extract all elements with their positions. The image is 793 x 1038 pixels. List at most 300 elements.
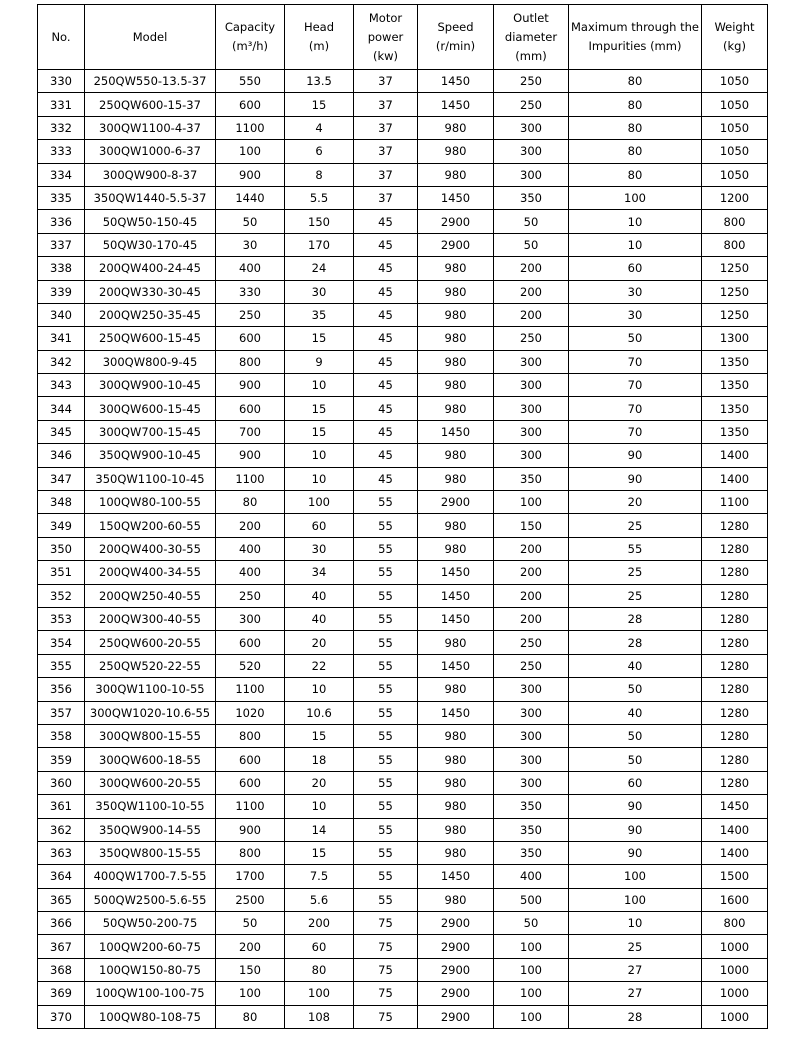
header-capacity-line: (m³/h) bbox=[232, 39, 268, 53]
cell-speed: 980 bbox=[418, 444, 494, 467]
cell-motor-power: 37 bbox=[354, 116, 418, 139]
cell-motor-power: 75 bbox=[354, 958, 418, 981]
table-row bbox=[38, 607, 768, 630]
cell-outlet-diameter: 250 bbox=[494, 631, 569, 654]
cell-capacity: 1100 bbox=[216, 467, 285, 490]
cell-head: 100 bbox=[285, 982, 354, 1005]
cell-speed: 980 bbox=[418, 771, 494, 794]
cell-speed: 980 bbox=[418, 678, 494, 701]
cell-outlet-diameter: 500 bbox=[494, 888, 569, 911]
cell-head: 100 bbox=[285, 491, 354, 514]
cell-weight: 1050 bbox=[702, 93, 768, 116]
cell-model: 200QW400-34-55 bbox=[85, 561, 216, 584]
cell-weight: 1280 bbox=[702, 607, 768, 630]
cell-model: 300QW1100-4-37 bbox=[85, 116, 216, 139]
cell-capacity: 400 bbox=[216, 561, 285, 584]
cell-capacity: 1100 bbox=[216, 116, 285, 139]
cell-motor-power: 55 bbox=[354, 795, 418, 818]
table-row bbox=[38, 467, 768, 490]
cell-head: 150 bbox=[285, 210, 354, 233]
cell-no: 338 bbox=[38, 257, 85, 280]
cell-capacity: 550 bbox=[216, 70, 285, 93]
cell-capacity: 600 bbox=[216, 397, 285, 420]
cell-head: 6 bbox=[285, 140, 354, 163]
cell-outlet-diameter: 300 bbox=[494, 350, 569, 373]
cell-speed: 980 bbox=[418, 303, 494, 326]
cell-capacity: 150 bbox=[216, 958, 285, 981]
cell-no: 362 bbox=[38, 818, 85, 841]
cell-speed: 980 bbox=[418, 163, 494, 186]
cell-motor-power: 75 bbox=[354, 912, 418, 935]
cell-weight: 1280 bbox=[702, 654, 768, 677]
cell-weight: 1000 bbox=[702, 1005, 768, 1028]
cell-max-impurities: 27 bbox=[569, 958, 702, 981]
cell-capacity: 600 bbox=[216, 631, 285, 654]
cell-max-impurities: 10 bbox=[569, 210, 702, 233]
cell-max-impurities: 100 bbox=[569, 186, 702, 209]
table-row bbox=[38, 537, 768, 560]
header-speed-line: Speed bbox=[437, 20, 474, 34]
cell-weight: 1280 bbox=[702, 561, 768, 584]
cell-speed: 980 bbox=[418, 724, 494, 747]
cell-head: 14 bbox=[285, 818, 354, 841]
cell-model: 150QW200-60-55 bbox=[85, 514, 216, 537]
cell-speed: 2900 bbox=[418, 982, 494, 1005]
cell-model: 200QW330-30-45 bbox=[85, 280, 216, 303]
cell-outlet-diameter: 250 bbox=[494, 654, 569, 677]
cell-capacity: 800 bbox=[216, 841, 285, 864]
cell-speed: 980 bbox=[418, 397, 494, 420]
cell-capacity: 250 bbox=[216, 584, 285, 607]
cell-speed: 980 bbox=[418, 888, 494, 911]
header-max-impurities-line: Maximum through the bbox=[570, 20, 700, 34]
cell-max-impurities: 80 bbox=[569, 93, 702, 116]
header-weight-line: Weight bbox=[714, 20, 755, 34]
table-row bbox=[38, 233, 768, 256]
cell-model: 350QW1100-10-45 bbox=[85, 467, 216, 490]
table-row bbox=[38, 163, 768, 186]
cell-no: 339 bbox=[38, 280, 85, 303]
cell-outlet-diameter: 350 bbox=[494, 818, 569, 841]
cell-capacity: 400 bbox=[216, 257, 285, 280]
cell-outlet-diameter: 100 bbox=[494, 491, 569, 514]
cell-model: 200QW400-30-55 bbox=[85, 537, 216, 560]
cell-no: 357 bbox=[38, 701, 85, 724]
cell-weight: 1350 bbox=[702, 397, 768, 420]
cell-outlet-diameter: 250 bbox=[494, 327, 569, 350]
cell-no: 348 bbox=[38, 491, 85, 514]
cell-capacity: 800 bbox=[216, 350, 285, 373]
cell-speed: 980 bbox=[418, 140, 494, 163]
cell-speed: 2900 bbox=[418, 491, 494, 514]
cell-capacity: 2500 bbox=[216, 888, 285, 911]
cell-weight: 800 bbox=[702, 233, 768, 256]
cell-model: 500QW2500-5.6-55 bbox=[85, 888, 216, 911]
cell-head: 18 bbox=[285, 748, 354, 771]
cell-capacity: 30 bbox=[216, 233, 285, 256]
cell-speed: 1450 bbox=[418, 561, 494, 584]
header-head bbox=[285, 5, 354, 70]
cell-capacity: 900 bbox=[216, 444, 285, 467]
cell-no: 350 bbox=[38, 537, 85, 560]
cell-speed: 980 bbox=[418, 514, 494, 537]
cell-no: 337 bbox=[38, 233, 85, 256]
cell-weight: 1200 bbox=[702, 186, 768, 209]
header-no bbox=[38, 5, 85, 70]
table-row bbox=[38, 210, 768, 233]
cell-no: 365 bbox=[38, 888, 85, 911]
cell-speed: 2900 bbox=[418, 958, 494, 981]
cell-max-impurities: 70 bbox=[569, 350, 702, 373]
header-weight bbox=[702, 5, 768, 70]
header-capacity bbox=[216, 5, 285, 70]
cell-motor-power: 55 bbox=[354, 865, 418, 888]
header-max-impurities bbox=[569, 5, 702, 70]
cell-model: 300QW600-20-55 bbox=[85, 771, 216, 794]
cell-capacity: 600 bbox=[216, 771, 285, 794]
cell-model: 200QW250-40-55 bbox=[85, 584, 216, 607]
cell-head: 40 bbox=[285, 607, 354, 630]
table-row bbox=[38, 654, 768, 677]
cell-head: 35 bbox=[285, 303, 354, 326]
cell-head: 22 bbox=[285, 654, 354, 677]
cell-outlet-diameter: 350 bbox=[494, 186, 569, 209]
cell-model: 200QW250-35-45 bbox=[85, 303, 216, 326]
table-row bbox=[38, 420, 768, 443]
cell-weight: 1100 bbox=[702, 491, 768, 514]
cell-speed: 1450 bbox=[418, 186, 494, 209]
table-row bbox=[38, 93, 768, 116]
header-row bbox=[38, 5, 768, 70]
cell-weight: 1000 bbox=[702, 982, 768, 1005]
table-row bbox=[38, 186, 768, 209]
cell-no: 369 bbox=[38, 982, 85, 1005]
table-row bbox=[38, 491, 768, 514]
cell-weight: 1350 bbox=[702, 374, 768, 397]
cell-motor-power: 37 bbox=[354, 70, 418, 93]
cell-motor-power: 37 bbox=[354, 93, 418, 116]
cell-head: 34 bbox=[285, 561, 354, 584]
header-outlet-diameter-line: diameter bbox=[504, 29, 558, 44]
cell-speed: 2900 bbox=[418, 935, 494, 958]
cell-motor-power: 55 bbox=[354, 654, 418, 677]
cell-head: 7.5 bbox=[285, 865, 354, 888]
cell-model: 250QW600-20-55 bbox=[85, 631, 216, 654]
cell-motor-power: 55 bbox=[354, 724, 418, 747]
cell-outlet-diameter: 300 bbox=[494, 771, 569, 794]
cell-weight: 1250 bbox=[702, 257, 768, 280]
cell-max-impurities: 90 bbox=[569, 795, 702, 818]
cell-no: 333 bbox=[38, 140, 85, 163]
table-row bbox=[38, 584, 768, 607]
cell-weight: 1280 bbox=[702, 748, 768, 771]
cell-no: 331 bbox=[38, 93, 85, 116]
cell-max-impurities: 30 bbox=[569, 280, 702, 303]
cell-head: 60 bbox=[285, 514, 354, 537]
cell-max-impurities: 80 bbox=[569, 116, 702, 139]
cell-max-impurities: 28 bbox=[569, 1005, 702, 1028]
header-motor-power-line: power bbox=[367, 29, 404, 44]
table-row bbox=[38, 818, 768, 841]
table-row bbox=[38, 303, 768, 326]
table-row bbox=[38, 350, 768, 373]
cell-head: 40 bbox=[285, 584, 354, 607]
cell-speed: 1450 bbox=[418, 420, 494, 443]
cell-outlet-diameter: 100 bbox=[494, 1005, 569, 1028]
header-model bbox=[85, 5, 216, 70]
header-motor-power-line: Motor bbox=[368, 10, 403, 25]
cell-speed: 1450 bbox=[418, 654, 494, 677]
cell-head: 5.5 bbox=[285, 186, 354, 209]
cell-head: 10 bbox=[285, 467, 354, 490]
cell-motor-power: 45 bbox=[354, 397, 418, 420]
cell-head: 10 bbox=[285, 795, 354, 818]
cell-head: 15 bbox=[285, 420, 354, 443]
cell-model: 200QW400-24-45 bbox=[85, 257, 216, 280]
cell-motor-power: 75 bbox=[354, 935, 418, 958]
cell-max-impurities: 80 bbox=[569, 70, 702, 93]
cell-capacity: 700 bbox=[216, 420, 285, 443]
cell-no: 334 bbox=[38, 163, 85, 186]
cell-motor-power: 55 bbox=[354, 678, 418, 701]
cell-motor-power: 45 bbox=[354, 420, 418, 443]
cell-head: 20 bbox=[285, 771, 354, 794]
cell-no: 353 bbox=[38, 607, 85, 630]
header-speed bbox=[418, 5, 494, 70]
cell-capacity: 50 bbox=[216, 912, 285, 935]
cell-head: 15 bbox=[285, 397, 354, 420]
cell-no: 332 bbox=[38, 116, 85, 139]
cell-speed: 980 bbox=[418, 818, 494, 841]
cell-max-impurities: 40 bbox=[569, 654, 702, 677]
header-motor-power-line: (kw) bbox=[372, 48, 399, 63]
cell-motor-power: 45 bbox=[354, 350, 418, 373]
table-row bbox=[38, 140, 768, 163]
cell-outlet-diameter: 300 bbox=[494, 163, 569, 186]
cell-capacity: 1700 bbox=[216, 865, 285, 888]
cell-model: 100QW80-100-55 bbox=[85, 491, 216, 514]
cell-outlet-diameter: 300 bbox=[494, 724, 569, 747]
cell-speed: 1450 bbox=[418, 865, 494, 888]
cell-capacity: 900 bbox=[216, 163, 285, 186]
table-row bbox=[38, 771, 768, 794]
cell-no: 344 bbox=[38, 397, 85, 420]
cell-weight: 1400 bbox=[702, 841, 768, 864]
cell-motor-power: 37 bbox=[354, 140, 418, 163]
cell-motor-power: 45 bbox=[354, 233, 418, 256]
table-row bbox=[38, 724, 768, 747]
cell-weight: 800 bbox=[702, 912, 768, 935]
cell-head: 15 bbox=[285, 93, 354, 116]
cell-head: 15 bbox=[285, 724, 354, 747]
cell-outlet-diameter: 300 bbox=[494, 374, 569, 397]
cell-motor-power: 37 bbox=[354, 163, 418, 186]
table-row bbox=[38, 70, 768, 93]
cell-no: 366 bbox=[38, 912, 85, 935]
cell-model: 400QW1700-7.5-55 bbox=[85, 865, 216, 888]
cell-head: 10 bbox=[285, 444, 354, 467]
cell-no: 370 bbox=[38, 1005, 85, 1028]
cell-max-impurities: 20 bbox=[569, 491, 702, 514]
cell-weight: 1280 bbox=[702, 771, 768, 794]
cell-no: 359 bbox=[38, 748, 85, 771]
cell-weight: 1400 bbox=[702, 818, 768, 841]
cell-motor-power: 45 bbox=[354, 327, 418, 350]
cell-no: 367 bbox=[38, 935, 85, 958]
cell-motor-power: 45 bbox=[354, 280, 418, 303]
cell-max-impurities: 50 bbox=[569, 724, 702, 747]
cell-max-impurities: 70 bbox=[569, 397, 702, 420]
cell-speed: 980 bbox=[418, 631, 494, 654]
cell-speed: 1450 bbox=[418, 93, 494, 116]
cell-no: 336 bbox=[38, 210, 85, 233]
cell-capacity: 520 bbox=[216, 654, 285, 677]
cell-max-impurities: 80 bbox=[569, 163, 702, 186]
cell-head: 4 bbox=[285, 116, 354, 139]
table-row bbox=[38, 841, 768, 864]
cell-motor-power: 45 bbox=[354, 467, 418, 490]
cell-no: 345 bbox=[38, 420, 85, 443]
cell-model: 100QW150-80-75 bbox=[85, 958, 216, 981]
cell-capacity: 1100 bbox=[216, 795, 285, 818]
cell-model: 300QW700-15-45 bbox=[85, 420, 216, 443]
cell-outlet-diameter: 100 bbox=[494, 935, 569, 958]
cell-max-impurities: 28 bbox=[569, 631, 702, 654]
cell-max-impurities: 50 bbox=[569, 748, 702, 771]
cell-outlet-diameter: 100 bbox=[494, 958, 569, 981]
table-body bbox=[38, 70, 768, 1029]
cell-outlet-diameter: 350 bbox=[494, 467, 569, 490]
cell-no: 351 bbox=[38, 561, 85, 584]
cell-weight: 1600 bbox=[702, 888, 768, 911]
header-capacity-line: Capacity bbox=[224, 20, 276, 34]
cell-weight: 1350 bbox=[702, 350, 768, 373]
cell-motor-power: 55 bbox=[354, 888, 418, 911]
table-row bbox=[38, 116, 768, 139]
cell-speed: 980 bbox=[418, 467, 494, 490]
cell-head: 170 bbox=[285, 233, 354, 256]
cell-max-impurities: 100 bbox=[569, 888, 702, 911]
cell-max-impurities: 40 bbox=[569, 701, 702, 724]
cell-motor-power: 55 bbox=[354, 631, 418, 654]
table-row bbox=[38, 631, 768, 654]
cell-no: 358 bbox=[38, 724, 85, 747]
cell-no: 340 bbox=[38, 303, 85, 326]
table-row bbox=[38, 678, 768, 701]
cell-motor-power: 45 bbox=[354, 257, 418, 280]
cell-weight: 1280 bbox=[702, 514, 768, 537]
cell-head: 60 bbox=[285, 935, 354, 958]
cell-head: 10 bbox=[285, 678, 354, 701]
header-outlet-diameter-line: (mm) bbox=[515, 48, 547, 63]
cell-motor-power: 55 bbox=[354, 818, 418, 841]
cell-outlet-diameter: 200 bbox=[494, 303, 569, 326]
cell-no: 342 bbox=[38, 350, 85, 373]
table-row bbox=[38, 982, 768, 1005]
cell-no: 363 bbox=[38, 841, 85, 864]
cell-max-impurities: 25 bbox=[569, 584, 702, 607]
header-model-line: Model bbox=[132, 29, 168, 44]
cell-outlet-diameter: 300 bbox=[494, 116, 569, 139]
cell-motor-power: 55 bbox=[354, 491, 418, 514]
cell-max-impurities: 28 bbox=[569, 607, 702, 630]
header-weight-line: (kg) bbox=[723, 39, 746, 53]
cell-weight: 1280 bbox=[702, 537, 768, 560]
cell-capacity: 200 bbox=[216, 935, 285, 958]
cell-head: 5.6 bbox=[285, 888, 354, 911]
header-head-line: Head bbox=[303, 20, 335, 34]
cell-weight: 1450 bbox=[702, 795, 768, 818]
cell-head: 20 bbox=[285, 631, 354, 654]
cell-model: 300QW900-8-37 bbox=[85, 163, 216, 186]
cell-outlet-diameter: 100 bbox=[494, 982, 569, 1005]
cell-speed: 1450 bbox=[418, 584, 494, 607]
cell-weight: 1400 bbox=[702, 467, 768, 490]
cell-head: 80 bbox=[285, 958, 354, 981]
table-row bbox=[38, 397, 768, 420]
cell-capacity: 900 bbox=[216, 818, 285, 841]
cell-model: 50QW50-150-45 bbox=[85, 210, 216, 233]
cell-capacity: 80 bbox=[216, 1005, 285, 1028]
cell-capacity: 100 bbox=[216, 140, 285, 163]
cell-no: 347 bbox=[38, 467, 85, 490]
cell-weight: 1400 bbox=[702, 444, 768, 467]
cell-no: 346 bbox=[38, 444, 85, 467]
cell-motor-power: 55 bbox=[354, 584, 418, 607]
cell-speed: 980 bbox=[418, 841, 494, 864]
cell-model: 250QW600-15-45 bbox=[85, 327, 216, 350]
cell-outlet-diameter: 300 bbox=[494, 397, 569, 420]
cell-head: 30 bbox=[285, 280, 354, 303]
cell-max-impurities: 70 bbox=[569, 420, 702, 443]
cell-motor-power: 55 bbox=[354, 771, 418, 794]
cell-no: 360 bbox=[38, 771, 85, 794]
cell-no: 361 bbox=[38, 795, 85, 818]
cell-weight: 1300 bbox=[702, 327, 768, 350]
cell-outlet-diameter: 250 bbox=[494, 93, 569, 116]
header-max-impurities-line: Impurities (mm) bbox=[588, 39, 682, 53]
cell-motor-power: 55 bbox=[354, 561, 418, 584]
cell-no: 368 bbox=[38, 958, 85, 981]
cell-weight: 1050 bbox=[702, 140, 768, 163]
table-row bbox=[38, 795, 768, 818]
cell-motor-power: 55 bbox=[354, 748, 418, 771]
cell-speed: 980 bbox=[418, 257, 494, 280]
cell-outlet-diameter: 300 bbox=[494, 748, 569, 771]
cell-head: 13.5 bbox=[285, 70, 354, 93]
table-row bbox=[38, 748, 768, 771]
table-row bbox=[38, 958, 768, 981]
cell-capacity: 80 bbox=[216, 491, 285, 514]
cell-model: 100QW100-100-75 bbox=[85, 982, 216, 1005]
cell-head: 24 bbox=[285, 257, 354, 280]
cell-motor-power: 75 bbox=[354, 1005, 418, 1028]
cell-outlet-diameter: 150 bbox=[494, 514, 569, 537]
cell-capacity: 250 bbox=[216, 303, 285, 326]
cell-capacity: 1020 bbox=[216, 701, 285, 724]
cell-outlet-diameter: 200 bbox=[494, 561, 569, 584]
table-row bbox=[38, 561, 768, 584]
cell-motor-power: 55 bbox=[354, 514, 418, 537]
cell-no: 343 bbox=[38, 374, 85, 397]
table-row bbox=[38, 374, 768, 397]
cell-max-impurities: 50 bbox=[569, 678, 702, 701]
cell-weight: 1250 bbox=[702, 280, 768, 303]
cell-model: 350QW1440-5.5-37 bbox=[85, 186, 216, 209]
cell-head: 15 bbox=[285, 327, 354, 350]
cell-capacity: 200 bbox=[216, 514, 285, 537]
cell-head: 10 bbox=[285, 374, 354, 397]
